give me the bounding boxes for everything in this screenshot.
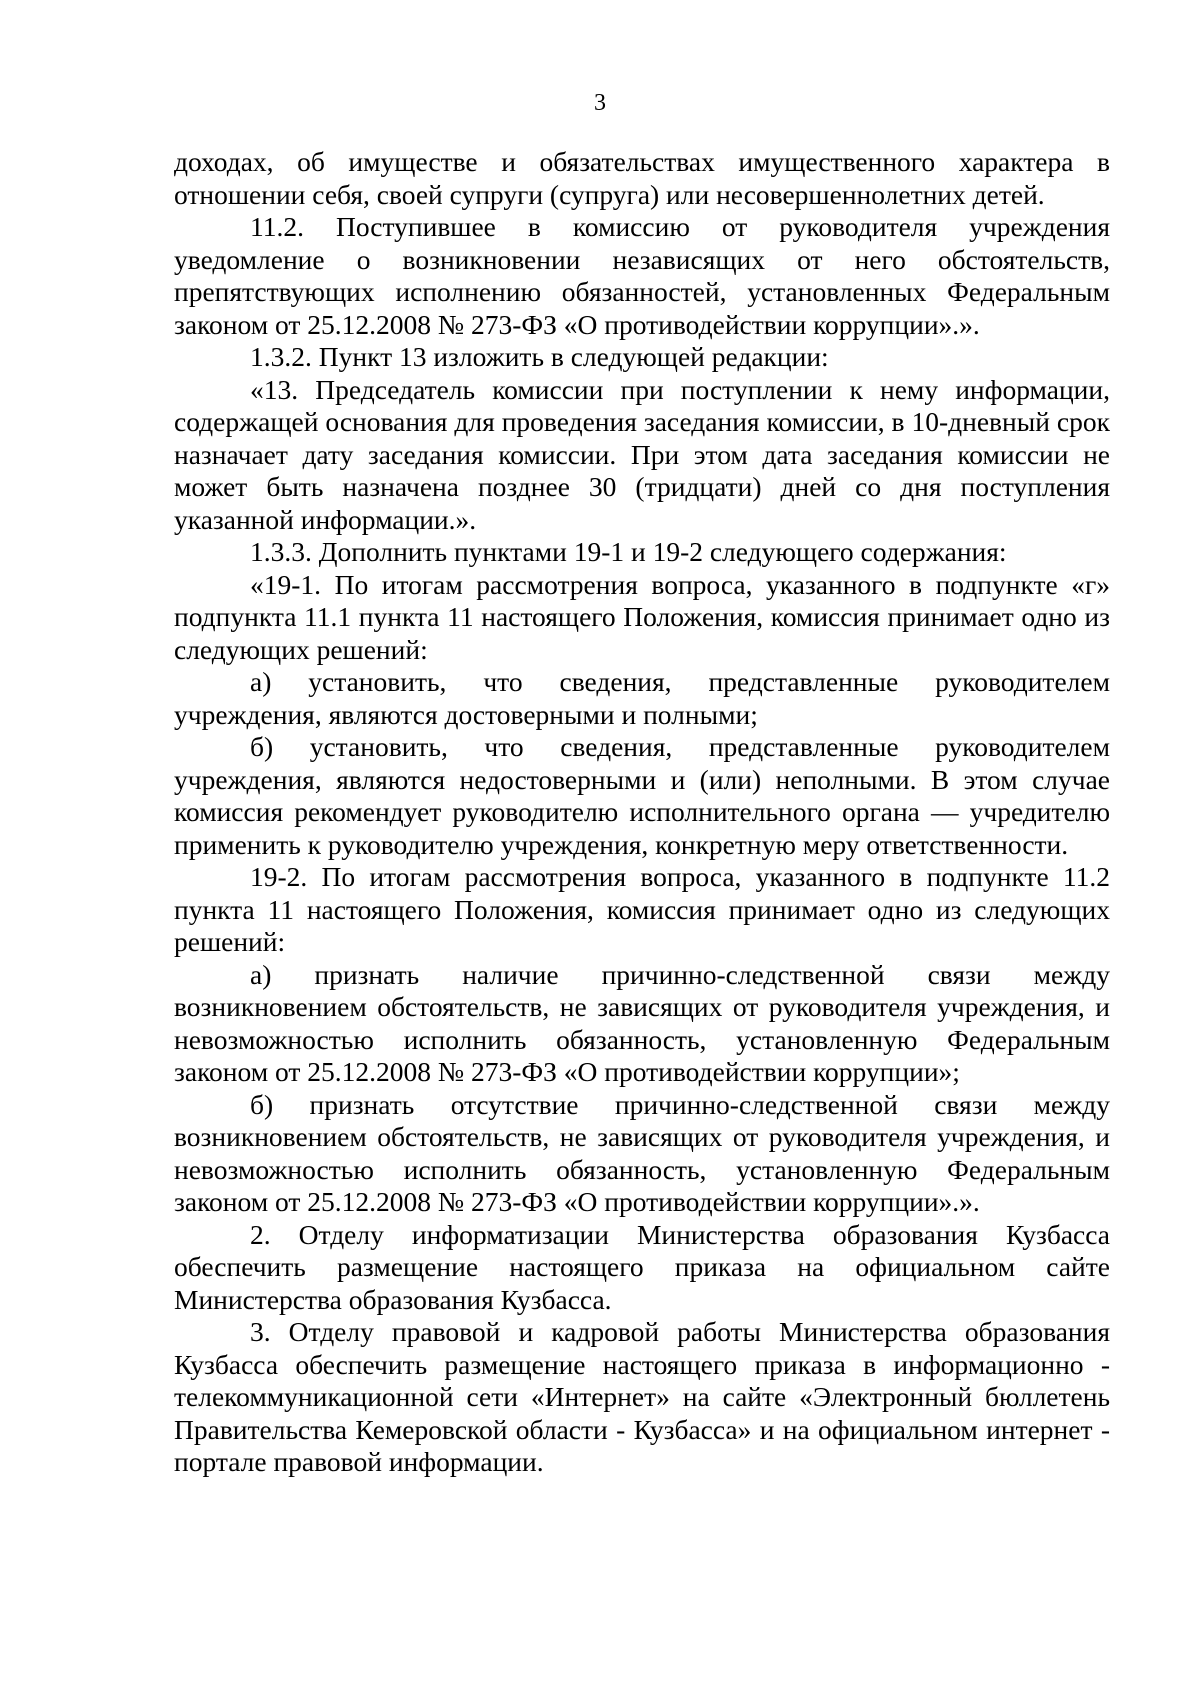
paragraph-19-2-a: а) признать наличие причинно-следственной связи между возникновением обстоятельств, не зависящих от руководителя учреждения, и невозможностью исполнить обязанность, установленную Федеральным законом от 25.12.2008 № 273-ФЗ «О противодействии коррупции»; [174,958,1110,1087]
paragraph-continuation: доходах, об имуществе и обязательствах имущественного характера в отношении себя, своей супруги (супруга) или несовершеннолетних детей. [174,146,1110,210]
paragraph-19-1-a: а) установить, что сведения, представленные руководителем учреждения, являются достоверными и полными; [174,666,1110,730]
paragraph-11-2: 11.2. Поступившее в комиссию от руководителя учреждения уведомление о возникновении независящих от него обстоятельств, препятствующих исполнению обязанностей, установленных Федеральным законом от 25.12.2008 № 273-ФЗ «О противодействии коррупции».». [174,211,1110,340]
page-number: 3 [594,90,606,116]
paragraph-19-2-b: б) признать отсутствие причинно-следственной связи между возникновением обстоятельств, не зависящих от руководителя учреждения, и невозможностью исполнить обязанность, установленную Федеральным законом от 25.12.2008 № 273-ФЗ «О противодействии коррупции».». [174,1088,1110,1217]
paragraph-13: «13. Председатель комиссии при поступлении к нему информации, содержащей основания для проведения заседания комиссии, в 10-дневный срок назначает дату заседания комиссии. При этом дата заседания комиссии не может быть назначена позднее 30 (тридцати) дней со дня поступления указанной информации.». [174,373,1110,535]
paragraph-1-3-2: 1.3.2. Пункт 13 изложить в следующей редакции: [250,341,829,372]
document-body [174,146,1110,1479]
paragraph-19-1-b: б) установить, что сведения, представленные руководителем учреждения, являются недостоверными и (или) неполными. В этом случае комиссия рекомендует руководителю исполнительного органа — учредителю применить к руководителю учреждения, конкретную меру ответственности. [174,731,1110,860]
paragraph-2: 2. Отделу информатизации Министерства образования Кузбасса обеспечить размещение настоящего приказа на официальном сайте Министерства образования Кузбасса. [174,1218,1110,1315]
paragraph-19-1: «19-1. По итогам рассмотрения вопроса, указанного в подпункте «г» подпункта 11.1 пункта 11 настоящего Положения, комиссия принимает одно из следующих решений: [174,568,1110,665]
paragraph-19-2: 19-2. По итогам рассмотрения вопроса, указанного в подпункте 11.2 пункта 11 настоящего Положения, комиссия принимает одно из следующих решений: [174,861,1110,957]
paragraph-1-3-3: 1.3.3. Дополнить пунктами 19-1 и 19-2 следующего содержания: [250,536,1007,567]
paragraph-3: 3. Отделу правовой и кадровой работы Министерства образования Кузбасса обеспечить размещение настоящего приказа в информационно - телекоммуникационной сети «Интернет» на сайте «Электронный бюллетень Правительства Кемеровской области - Кузбасса» и на официальном интернет - портале правовой информации. [174,1316,1110,1477]
